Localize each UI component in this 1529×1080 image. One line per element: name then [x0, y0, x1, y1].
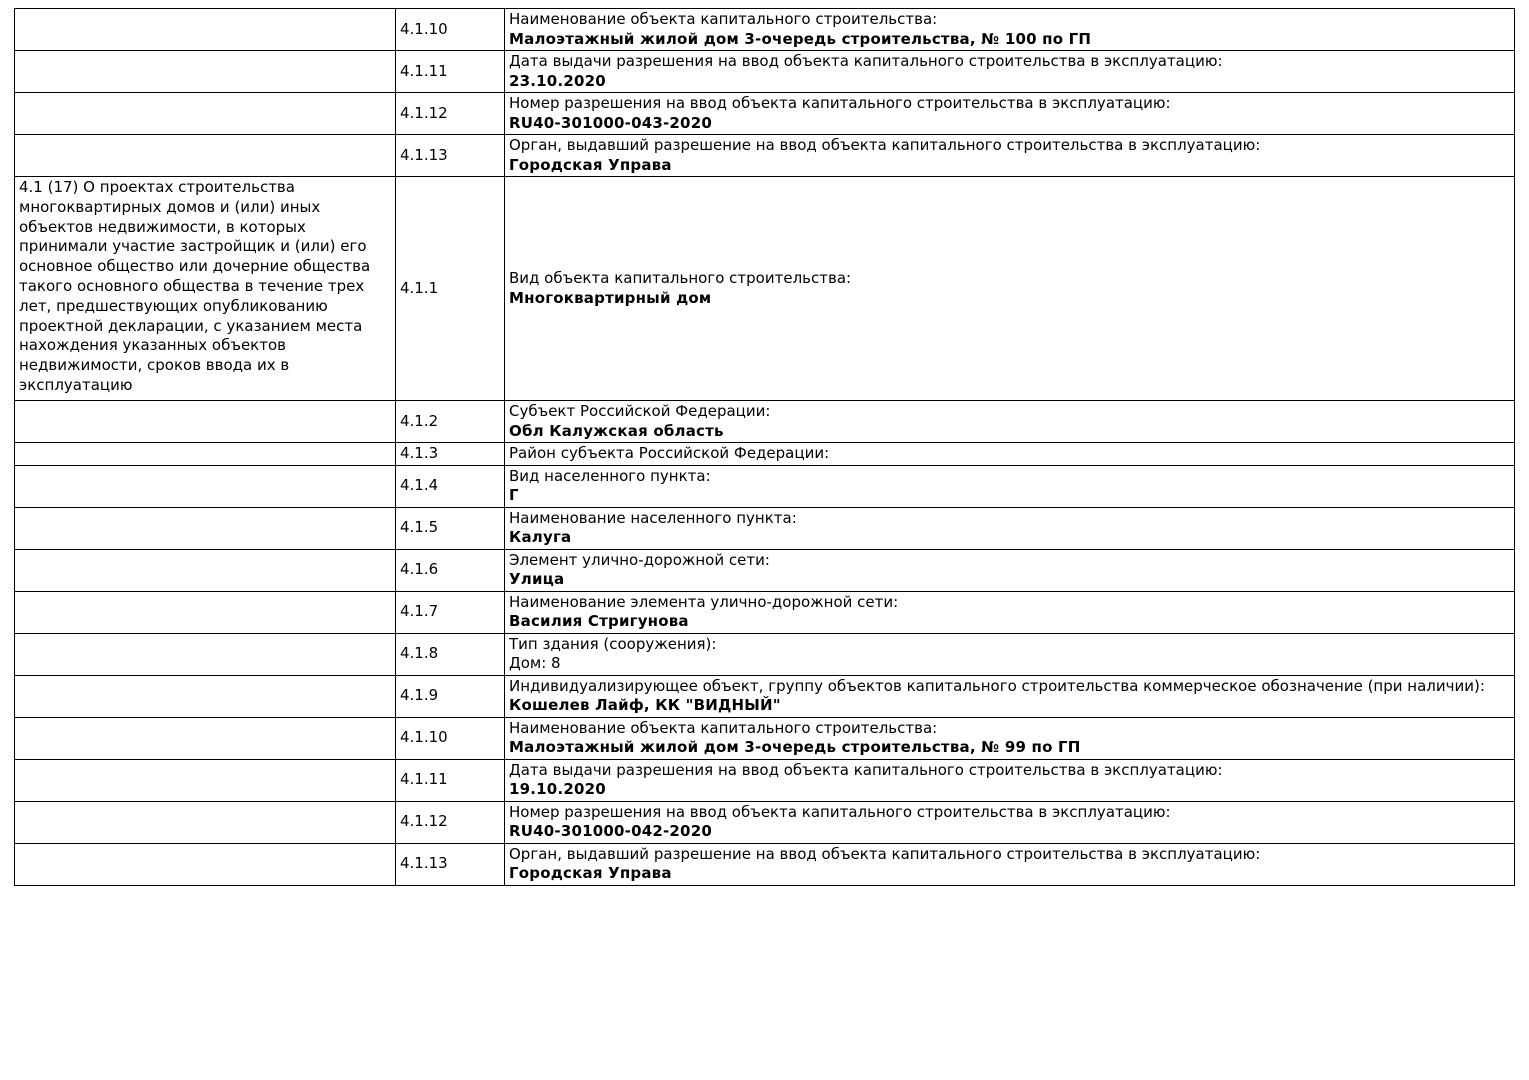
row-code: 4.1.4 — [396, 465, 505, 507]
row-content-cell — [505, 465, 1515, 507]
section-note-cell — [15, 9, 396, 51]
field-value: Василия Стригунова — [509, 612, 689, 630]
table-row — [15, 51, 1515, 93]
field-label: Наименование населенного пункта: — [509, 508, 797, 527]
section-note-cell — [15, 843, 396, 885]
row-code: 4.1.11 — [396, 759, 505, 801]
field-value: Кошелев Лайф, КК "ВИДНЫЙ" — [509, 696, 781, 714]
row-code: 4.1.7 — [396, 591, 505, 633]
row-content-cell — [505, 507, 1515, 549]
section-note-cell — [15, 177, 396, 401]
field-label: Орган, выдавший разрешение на ввод объекта капитального строительства в эксплуатацию: — [509, 136, 1261, 154]
field-label: Дата выдачи разрешения на ввод объекта капитального строительства в эксплуатацию: — [509, 760, 1223, 779]
row-content-cell — [505, 93, 1515, 135]
table-row — [15, 675, 1515, 717]
table-row — [15, 717, 1515, 759]
field-value: Малоэтажный жилой дом 3-очередь строительства, № 100 по ГП — [509, 29, 1092, 48]
row-content-cell — [505, 843, 1515, 885]
section-note-cell — [15, 443, 396, 466]
table-row — [15, 549, 1515, 591]
field-value: Городская Управа — [509, 864, 672, 882]
row-content-cell — [505, 9, 1515, 51]
row-code: 4.1.2 — [396, 401, 505, 443]
table-row — [15, 401, 1515, 443]
field-label: Номер разрешения на ввод объекта капитального строительства в эксплуатацию: — [509, 94, 1171, 112]
row-content-cell — [505, 717, 1515, 759]
row-content-cell — [505, 801, 1515, 843]
field-value: Г — [509, 486, 519, 504]
field-label: Наименование элемента улично-дорожной сети: — [509, 592, 899, 611]
field-label: Вид населенного пункта: — [509, 466, 711, 485]
row-code: 4.1.12 — [396, 93, 505, 135]
section-note: 4.1 (17) О проектах строительства многоквартирных домов и (или) иных объектов недвижимости, в которых принимали участие застройщик и (или) его основное общество или дочерние общества такого основного общества в течение трех лет, предшествующих опубликованию проектной декларации, с указанием места нахождения указанных объектов недвижимости, сроков ввода их в эксплуатацию — [19, 178, 371, 394]
field-label: Наименование объекта капитального строительства: — [509, 718, 938, 737]
table-row — [15, 135, 1515, 177]
field-value: 23.10.2020 — [509, 71, 606, 90]
section-note-cell — [15, 401, 396, 443]
table-row — [15, 177, 1515, 401]
section-note-cell — [15, 135, 396, 177]
row-content-cell — [505, 51, 1515, 93]
field-label: Наименование объекта капитального строительства: — [509, 10, 938, 28]
field-value: Улица — [509, 570, 565, 588]
row-code: 4.1.11 — [396, 51, 505, 93]
row-code: 4.1.5 — [396, 507, 505, 549]
table-row — [15, 591, 1515, 633]
field-value: Многоквартирный дом — [509, 288, 712, 307]
field-value: RU40-301000-043-2020 — [509, 113, 712, 132]
table-row — [15, 633, 1515, 675]
row-content-cell — [505, 675, 1515, 717]
field-value: 19.10.2020 — [509, 780, 606, 798]
table-row — [15, 507, 1515, 549]
table-row — [15, 465, 1515, 507]
project-declaration-table — [14, 8, 1515, 886]
row-content-cell — [505, 591, 1515, 633]
field-value: Городская Управа — [509, 155, 672, 174]
row-code: 4.1.13 — [396, 135, 505, 177]
field-value: Калуга — [509, 528, 572, 546]
section-note-cell — [15, 675, 396, 717]
section-note-cell — [15, 591, 396, 633]
field-value: Обл Калужская область — [509, 421, 724, 440]
row-content-cell — [505, 443, 1515, 466]
table-row — [15, 843, 1515, 885]
row-code: 4.1.1 — [396, 177, 505, 401]
field-label: Тип здания (сооружения): — [509, 634, 717, 653]
section-note-cell — [15, 759, 396, 801]
row-code: 4.1.10 — [396, 9, 505, 51]
row-code: 4.1.3 — [396, 443, 505, 466]
table-row — [15, 443, 1515, 466]
row-code: 4.1.10 — [396, 717, 505, 759]
field-label: Дата выдачи разрешения на ввод объекта капитального строительства в эксплуатацию: — [509, 52, 1223, 70]
field-label: Орган, выдавший разрешение на ввод объекта капитального строительства в эксплуатацию: — [509, 844, 1261, 863]
row-content-cell — [505, 177, 1515, 401]
field-value: RU40-301000-042-2020 — [509, 822, 712, 840]
section-note-cell — [15, 93, 396, 135]
field-label: Район субъекта Российской Федерации: — [509, 444, 830, 462]
table-body — [15, 9, 1515, 886]
section-note-cell — [15, 465, 396, 507]
section-note-cell — [15, 51, 396, 93]
section-note-cell — [15, 507, 396, 549]
field-value: Малоэтажный жилой дом 3-очередь строительства, № 99 по ГП — [509, 738, 1081, 756]
field-label: Индивидуализирующее объект, группу объектов капитального строительства коммерческое обозначение (при наличии): — [509, 676, 1485, 695]
field-value: Дом: 8 — [509, 654, 561, 672]
section-note-cell — [15, 633, 396, 675]
field-label: Субъект Российской Федерации: — [509, 402, 771, 420]
row-content-cell — [505, 759, 1515, 801]
field-label: Номер разрешения на ввод объекта капитального строительства в эксплуатацию: — [509, 802, 1171, 821]
table-row — [15, 9, 1515, 51]
row-code: 4.1.8 — [396, 633, 505, 675]
row-code: 4.1.9 — [396, 675, 505, 717]
row-content-cell — [505, 135, 1515, 177]
row-content-cell — [505, 549, 1515, 591]
section-note-cell — [15, 549, 396, 591]
row-code: 4.1.6 — [396, 549, 505, 591]
table-row — [15, 801, 1515, 843]
row-content-cell — [505, 633, 1515, 675]
table-row — [15, 93, 1515, 135]
row-content-cell — [505, 401, 1515, 443]
section-note-cell — [15, 801, 396, 843]
field-label: Вид объекта капитального строительства: — [509, 269, 852, 287]
row-code: 4.1.13 — [396, 843, 505, 885]
field-label: Элемент улично-дорожной сети: — [509, 550, 770, 569]
table-row — [15, 759, 1515, 801]
section-note-cell — [15, 717, 396, 759]
row-code: 4.1.12 — [396, 801, 505, 843]
